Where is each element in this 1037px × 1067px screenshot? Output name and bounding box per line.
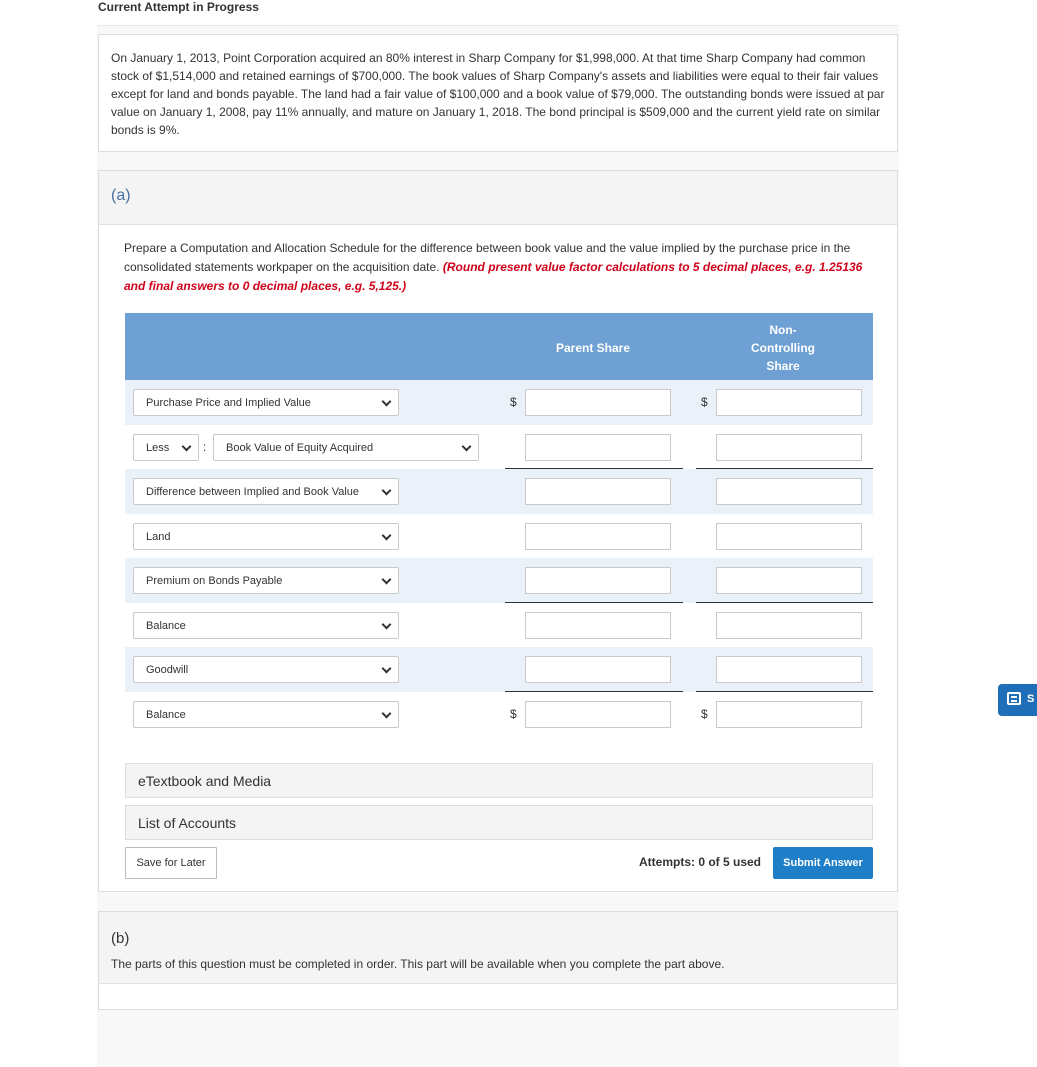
instruction-rounding: (Round present value factor calculations to 5 decimal places, e.g. 1.25136 and final answers to 0 decimal places, e.g. 5,125.) (124, 260, 863, 293)
noncontrolling-share-input[interactable] (716, 523, 862, 550)
table-header (125, 313, 873, 380)
account-select[interactable]: Difference between Implied and Book Value (133, 478, 399, 505)
col-header-noncontrolling: Non- Controlling Share (751, 323, 815, 373)
account-select[interactable]: Purchase Price and Implied Value (133, 389, 399, 416)
allocation-table (125, 313, 873, 736)
table-row (125, 603, 873, 648)
list-of-accounts-link[interactable]: List of Accounts (125, 805, 873, 840)
chat-label: S (1027, 693, 1035, 705)
noncontrolling-share-input[interactable] (716, 656, 862, 683)
account-select[interactable]: Land (133, 523, 399, 550)
part-a-section (98, 170, 898, 892)
chevron-down-icon (382, 619, 392, 629)
chevron-down-icon (382, 530, 392, 540)
part-a-header (99, 171, 897, 225)
attempts-counter: Attempts: 0 of 5 used (639, 855, 762, 869)
noncontrolling-share-input[interactable] (716, 434, 862, 461)
chevron-down-icon (382, 575, 392, 585)
parent-share-input[interactable] (525, 656, 671, 683)
submit-answer-button[interactable]: Submit Answer (773, 847, 873, 879)
table-row (125, 425, 873, 470)
chevron-down-icon (182, 441, 192, 451)
noncontrolling-share-input[interactable] (716, 478, 862, 505)
parent-share-input[interactable] (525, 434, 671, 461)
chevron-down-icon (382, 486, 392, 496)
currency-symbol: $ (701, 395, 708, 409)
part-b-header (99, 912, 897, 984)
col-header-parent: Parent Share (555, 341, 631, 355)
parent-share-input[interactable] (525, 389, 671, 416)
etextbook-link[interactable]: eTextbook and Media (125, 763, 873, 798)
parent-share-input[interactable] (525, 612, 671, 639)
noncontrolling-share-input[interactable] (716, 701, 862, 728)
chevron-down-icon (462, 441, 472, 451)
noncontrolling-share-input[interactable] (716, 612, 862, 639)
account-select[interactable]: Balance (133, 701, 399, 728)
less-add-select[interactable]: Less (133, 434, 199, 461)
problem-statement: On January 1, 2013, Point Corporation acquired an 80% interest in Sharp Company for $1,998,000. At that time Sharp Company had common stock of $1,514,000 and retained earnings of $700,000. The book values of Sharp Company's assets and liabilities were equal to their fair values except for land and bonds payable. The land had a fair value of $100,000 and a book value of $79,000. The outstanding bonds were issued at par value on January 1, 2008, pay 11% annually, and mature on January 1, 2018. The bond principal is $509,000 and the current yield rate on similar bonds is 9%. (98, 34, 898, 152)
parent-share-input[interactable] (525, 567, 671, 594)
chat-icon (1007, 692, 1021, 705)
account-select[interactable]: Premium on Bonds Payable (133, 567, 399, 594)
currency-symbol: $ (510, 706, 517, 721)
account-select[interactable]: Goodwill (133, 656, 399, 683)
chevron-down-icon (382, 708, 392, 718)
chat-widget[interactable] (998, 684, 1037, 716)
attempt-header: Current Attempt in Progress (97, 0, 899, 26)
part-a-label: (a) (111, 187, 131, 204)
noncontrolling-share-input[interactable] (716, 567, 862, 594)
chevron-down-icon (382, 397, 392, 407)
table-row (125, 558, 873, 603)
part-b-locked-message: The parts of this question must be completed in order. This part will be available when you complete the part above. (111, 957, 725, 971)
table-row (125, 514, 873, 559)
part-b-section (98, 911, 898, 1010)
separator-colon: : (203, 439, 207, 454)
parent-share-input[interactable] (525, 701, 671, 728)
currency-symbol: $ (701, 706, 708, 721)
table-row (125, 380, 873, 425)
parent-share-input[interactable] (525, 478, 671, 505)
chevron-down-icon (382, 664, 392, 674)
part-b-label: (b) (111, 930, 130, 947)
table-row (125, 692, 873, 737)
table-row (125, 469, 873, 514)
noncontrolling-share-input[interactable] (716, 389, 862, 416)
currency-symbol: $ (510, 395, 517, 409)
save-for-later-button[interactable]: Save for Later (125, 847, 217, 879)
instructions (124, 239, 874, 296)
parent-share-input[interactable] (525, 523, 671, 550)
account-select[interactable]: Book Value of Equity Acquired (213, 434, 479, 461)
instruction-text: Prepare a Computation and Allocation Schedule for the difference between book value and the value implied by the purchase price in the consolidated statements workpaper on the acquisition date. (124, 241, 851, 274)
table-row (125, 647, 873, 692)
account-select[interactable]: Balance (133, 612, 399, 639)
